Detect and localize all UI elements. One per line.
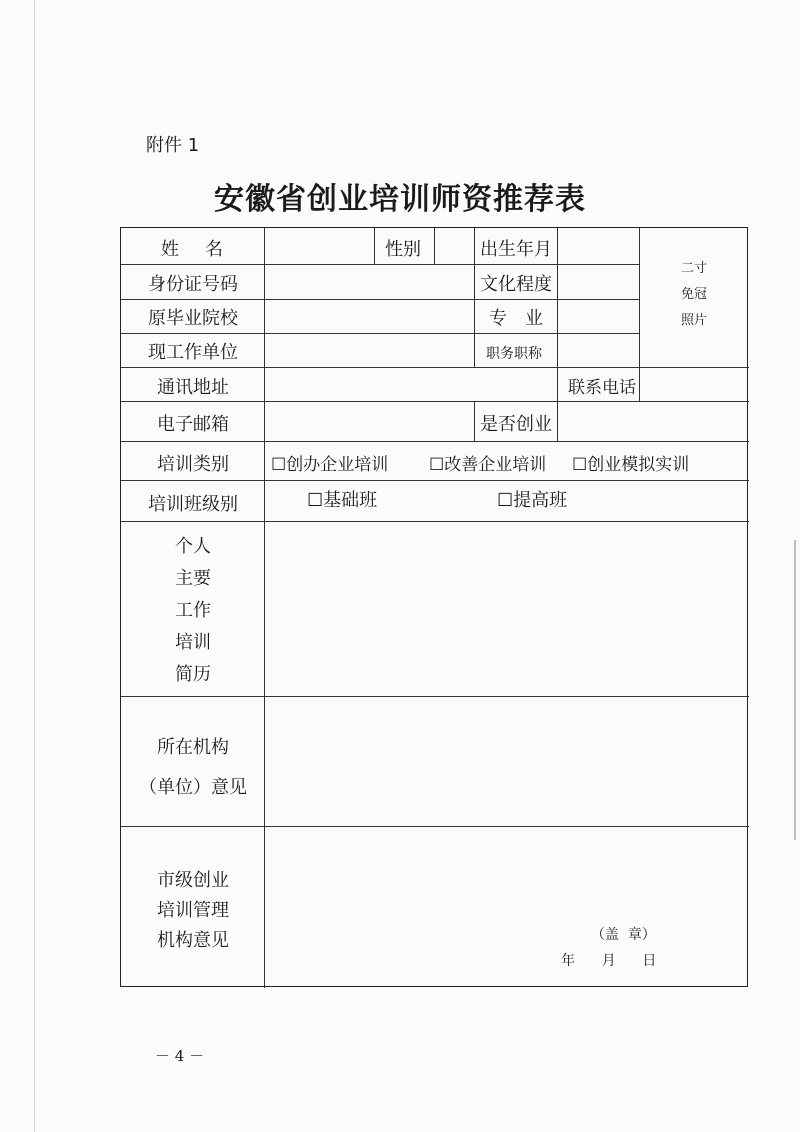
city-opinion-line-1: 市级创业 — [157, 870, 229, 891]
page-number: － 4 － — [155, 1047, 205, 1065]
grid-line — [374, 228, 375, 264]
org-opinion-line-1: 所在机构 — [157, 737, 229, 758]
scan-edge-right — [794, 540, 796, 840]
grid-line — [474, 401, 475, 441]
grid-line — [121, 696, 749, 697]
employer-label: 现工作单位 — [148, 342, 238, 363]
grid-line — [434, 228, 435, 264]
id-number-label: 身份证号码 — [148, 274, 238, 295]
training-type-option-simulation[interactable]: ☐创业模拟实训 — [572, 455, 690, 475]
org-opinion-line-2: （单位）意见 — [139, 777, 247, 798]
email-label: 电子邮箱 — [157, 414, 229, 435]
photo-placeholder — [681, 256, 707, 334]
grid-line — [121, 826, 749, 827]
resume-line-3: 工作 — [175, 600, 211, 621]
grid-line — [121, 367, 749, 368]
resume-line-5: 简历 — [175, 664, 211, 685]
phone-label: 联系电话 — [568, 378, 636, 398]
gender-label: 性别 — [385, 239, 421, 260]
grid-line — [121, 333, 639, 334]
photo-line-3: 照片 — [680, 313, 708, 328]
photo-line-1: 二寸 — [680, 261, 708, 276]
resume-line-1: 个人 — [175, 536, 211, 557]
grid-line — [121, 441, 749, 442]
attachment-label: 附件 1 — [146, 135, 200, 156]
major-label: 专业 — [489, 308, 561, 329]
birth-label: 出生年月 — [480, 239, 552, 260]
grid-line — [639, 228, 640, 401]
training-type-label: 培训类别 — [157, 454, 229, 475]
entrepreneur-label: 是否创业 — [480, 414, 552, 435]
seal-label: （盖 章） — [591, 927, 656, 943]
date-label: 年 月 日 — [561, 953, 657, 969]
resume-label — [175, 531, 211, 691]
resume-line-2: 主要 — [175, 568, 211, 589]
grid-line — [121, 401, 749, 402]
resume-line-4: 培训 — [175, 632, 211, 653]
city-opinion-line-3: 机构意见 — [157, 930, 229, 951]
org-opinion-label — [139, 728, 247, 808]
address-label: 通讯地址 — [157, 377, 229, 398]
form-title: 安徽省创业培训师资推荐表 — [214, 182, 586, 217]
grid-line — [121, 521, 749, 522]
scan-edge — [34, 0, 35, 1132]
recommendation-form — [120, 227, 748, 987]
photo-line-2: 免冠 — [680, 287, 708, 302]
grid-line — [557, 228, 558, 441]
grid-line — [121, 299, 639, 300]
name-label: 姓名 — [161, 239, 249, 260]
grid-line — [474, 228, 475, 367]
training-level-option-basic[interactable]: ☐基础班 — [307, 490, 378, 511]
training-type-option-startup[interactable]: ☐创办企业培训 — [271, 455, 389, 475]
training-level-option-advanced[interactable]: ☐提高班 — [497, 490, 568, 511]
grid-line — [121, 480, 749, 481]
training-type-option-improve[interactable]: ☐改善企业培训 — [429, 455, 547, 475]
school-label: 原毕业院校 — [148, 308, 238, 329]
training-level-label: 培训班级别 — [148, 494, 238, 515]
city-opinion-line-2: 培训管理 — [157, 900, 229, 921]
grid-line — [264, 228, 265, 988]
grid-line — [121, 264, 639, 265]
education-label: 文化程度 — [480, 274, 552, 295]
city-opinion-label — [157, 866, 229, 956]
position-label: 职务职称 — [486, 346, 542, 362]
